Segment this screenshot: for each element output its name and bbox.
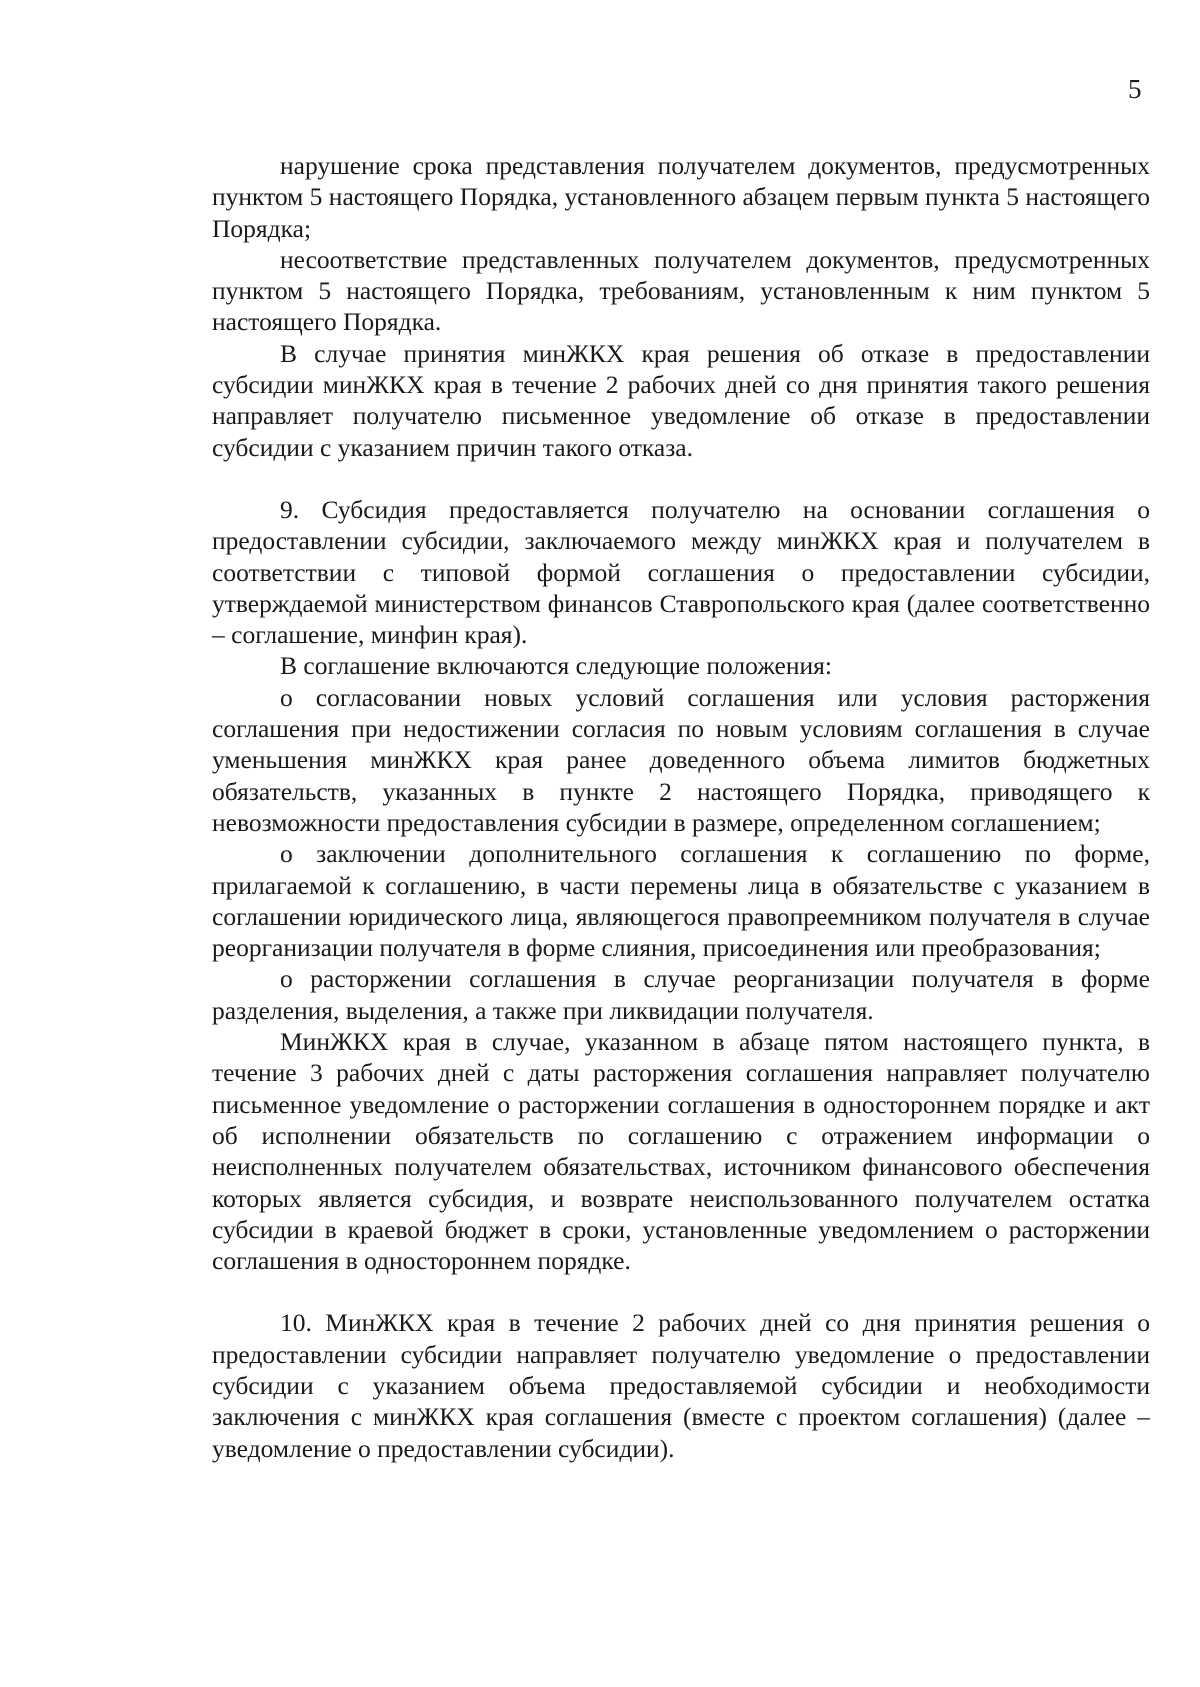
paragraph: В случае принятия минЖКХ края решения об отказе в предоставлении субсидии минЖКХ края в течение 2 рабочих дней со дня принятия такого решения направляет получателю письменное уведомление об отказе в предоставлении субсидии с указанием причин такого отказа.	[212, 338, 1150, 462]
paragraph: 10. МинЖКХ края в течение 2 рабочих дней со дня принятия решения о предоставлении субсидии направляет получателю уведомление о предоставлении субсидии с указанием объема предоставляемой субсидии и необходимости заключения с минЖКХ края соглашения (вместе с проектом соглашения) (далее – уведомление о предоставлении субсидии).	[212, 1308, 1150, 1463]
document-body	[212, 150, 1150, 1464]
paragraph-spacer	[212, 463, 1150, 494]
paragraph: 9. Субсидия предоставляется получателю на основании соглашения о предоставлении субсидии, заключаемого между минЖКХ края и получателем в соответствии с типовой формой соглашения о предоставлении субсидии, утверждаемой министерством финансов Ставропольского края (далее соответственно – соглашение, минфин края).	[212, 494, 1150, 650]
paragraph: МинЖКХ края в случае, указанном в абзаце пятом настоящего пункта, в течение 3 рабочих дней с даты расторжения соглашения направляет получателю письменное уведомление о расторжении соглашения в одностороннем порядке и акт об исполнении обязательств по соглашению с отражением информации о неисполненных получателем обязательствах, источником финансового обеспечения которых является субсидия, и возврате неиспользованного получателем остатка субсидии в краевой бюджет в сроки, установленные уведомлением о расторжении соглашения в одностороннем порядке.	[212, 1027, 1150, 1276]
paragraph: о расторжении соглашения в случае реорганизации получателя в форме разделения, выделения, а также при ликвидации получателя.	[212, 964, 1150, 1025]
paragraph-spacer	[212, 1276, 1150, 1307]
paragraph: В соглашение включаются следующие положения:	[280, 651, 832, 681]
paragraph: о заключении дополнительного соглашения к соглашению по форме, прилагаемой к соглашению, в части перемены лица в обязательстве с указанием в соглашении юридического лица, являющегося правопреемником получателя в случае реорганизации получателя в форме слияния, присоединения или преобразования;	[212, 839, 1150, 963]
paragraph: несоответствие представленных получателем документов, предусмотренных пунктом 5 настоящего Порядка, требованиям, установленным к ним пунктом 5 настоящего Порядка.	[212, 244, 1150, 337]
paragraph: нарушение срока представления получателем документов, предусмотренных пунктом 5 настоящего Порядка, установленного абзацем первым пункта 5 настоящего Порядка;	[212, 151, 1150, 243]
paragraph: о согласовании новых условий соглашения или условия расторжения соглашения при недостижении согласия по новым условиям соглашения в случае уменьшения минЖКХ края ранее доведенного объема лимитов бюджетных обязательств, указанных в пункте 2 настоящего Порядка, приводящего к невозможности предоставления субсидии в размере, определенном соглашением;	[212, 682, 1150, 837]
page-number: 5	[1128, 74, 1142, 104]
